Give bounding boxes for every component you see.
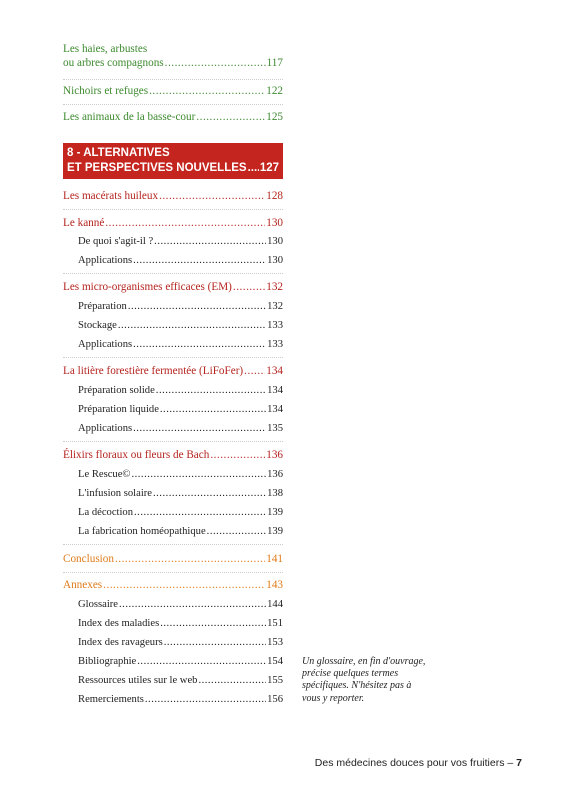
toc-entry-label: Le Rescue© [78, 469, 131, 480]
toc-entry-label: Stockage [78, 320, 117, 331]
toc-entry-page: 132 [266, 281, 283, 293]
toc-subentry[interactable] [78, 254, 283, 268]
toc-subentry[interactable] [78, 693, 283, 707]
toc-entry-label: La décoction [78, 507, 134, 518]
toc-entry-label: Applications [78, 339, 133, 350]
leader-dots [164, 636, 266, 650]
toc-entry-label: Glossaire [78, 599, 119, 610]
leader-dots [248, 161, 259, 176]
toc-entry-label: De quoi s'agit-il ? [78, 236, 154, 247]
toc-entry-page: 139 [267, 526, 283, 537]
toc-entry-page: 136 [266, 449, 283, 461]
toc-entry-page: 139 [267, 507, 283, 518]
toc-entry-label: Index des ravageurs [78, 637, 163, 648]
leader-dots [128, 300, 266, 314]
leader-dots [156, 384, 266, 398]
toc-entry-page: 134 [266, 365, 283, 377]
toc-entry-page: 155 [267, 675, 283, 686]
leader-dots [160, 617, 266, 631]
toc-subentry[interactable] [78, 525, 283, 539]
chapter-page: 127 [259, 162, 279, 174]
toc-entry-label: ou arbres compagnons [63, 57, 164, 69]
leader-dots [154, 235, 266, 249]
leader-dots [137, 655, 266, 669]
leader-dots [196, 110, 265, 124]
toc-entry-em[interactable] [63, 280, 283, 294]
page-footer [300, 757, 522, 769]
leader-dots [133, 254, 266, 268]
toc-entry-lifofer[interactable] [63, 364, 283, 378]
leader-dots [198, 674, 266, 688]
toc-entry-label: Les macérats huileux [63, 190, 159, 202]
toc-subentry[interactable] [78, 468, 283, 482]
toc-entry-label: Les micro-organismes efficaces (EM) [63, 281, 232, 293]
toc-subentry[interactable] [78, 655, 283, 669]
toc-entry-page: 141 [266, 553, 283, 565]
page-number: 7 [516, 757, 522, 769]
toc-entry-page: 135 [267, 423, 283, 434]
divider [63, 79, 283, 80]
toc-entry-label: Index des maladies [78, 618, 160, 629]
divider [63, 104, 283, 105]
toc-entry-label: Préparation liquide [78, 404, 159, 415]
leader-dots [160, 403, 266, 417]
leader-dots [233, 280, 265, 294]
divider [63, 273, 283, 274]
divider [63, 572, 283, 573]
toc-entry-page: 136 [267, 469, 283, 480]
toc-entry-label: Remerciements [78, 694, 144, 705]
leader-dots [105, 216, 265, 230]
toc-entry-page: 138 [267, 488, 283, 499]
toc-entry-page: 125 [266, 111, 283, 123]
toc-subentry[interactable] [78, 300, 283, 314]
toc-entry-page: 154 [267, 656, 283, 667]
toc-entry-label: La litière forestière fermentée (LiFoFer) [63, 365, 244, 377]
chapter-title: ET PERSPECTIVES NOUVELLES [67, 162, 247, 174]
toc-subentry[interactable] [78, 403, 283, 417]
toc-entry-page: 143 [266, 579, 283, 591]
toc-entry-page: 117 [266, 57, 283, 69]
toc-entry-haies[interactable] [63, 42, 283, 70]
toc-entry-label: Applications [78, 423, 133, 434]
toc-entry-label: Le kanné [63, 217, 105, 229]
toc-entry-page: 130 [266, 217, 283, 229]
toc-entry-page: 133 [267, 339, 283, 350]
leader-dots [153, 487, 266, 501]
leader-dots [133, 338, 266, 352]
toc-entry-kanne[interactable] [63, 216, 283, 230]
toc-entry-page: 133 [267, 320, 283, 331]
leader-dots [131, 468, 266, 482]
toc-subentry[interactable] [78, 338, 283, 352]
toc-subentry[interactable] [78, 422, 283, 436]
divider [63, 209, 283, 210]
toc-entry-label: La fabrication homéopathique [78, 526, 206, 537]
toc-entry-label: Annexes [63, 579, 103, 591]
divider [63, 544, 283, 545]
toc-entry-label: Élixirs floraux ou fleurs de Bach [63, 449, 210, 461]
toc-entry-page: 132 [267, 301, 283, 312]
toc-subentry[interactable] [78, 636, 283, 650]
toc-entry-page: 128 [266, 190, 283, 202]
toc-entry-macerats[interactable] [63, 189, 283, 203]
toc-entry-label: Nichoirs et refuges [63, 85, 149, 97]
toc-entry-label: Conclusion [63, 553, 114, 565]
toc-entry-page: 130 [267, 236, 283, 247]
toc-entry-page: 130 [267, 255, 283, 266]
leader-dots [159, 189, 265, 203]
toc-entry-label: Bibliographie [78, 656, 137, 667]
leader-dots [244, 364, 265, 378]
toc-entry-nichoirs[interactable] [63, 84, 283, 98]
toc-entry-label: L'infusion solaire [78, 488, 152, 499]
toc-entry-page: 122 [266, 85, 283, 97]
footer-separator: – [507, 757, 514, 769]
toc-entry-label: Préparation solide [78, 385, 155, 396]
leader-dots [210, 448, 265, 462]
chapter-title: 8 - ALTERNATIVES [67, 147, 170, 159]
toc-entry-page: 151 [267, 618, 283, 629]
leader-dots [118, 319, 266, 333]
toc-entry-page: 156 [267, 694, 283, 705]
leader-dots [207, 525, 266, 539]
leader-dots [165, 56, 266, 70]
toc-entry-label: Ressources utiles sur le web [78, 675, 198, 686]
leader-dots [119, 598, 266, 612]
toc-entry-page: 134 [267, 385, 283, 396]
toc-entry-page: 134 [267, 404, 283, 415]
leader-dots [133, 422, 266, 436]
toc-entry-elixirs[interactable] [63, 448, 283, 462]
toc-entry-label: Préparation [78, 301, 127, 312]
toc-entry-label: Applications [78, 255, 133, 266]
toc-subentry[interactable] [78, 674, 283, 688]
leader-dots [103, 578, 265, 592]
toc-entry-animaux[interactable] [63, 110, 283, 124]
divider [63, 357, 283, 358]
leader-dots [145, 693, 266, 707]
toc-entry-label: Les haies, arbustes [63, 43, 148, 55]
divider [63, 441, 283, 442]
toc-subentry[interactable] [78, 598, 283, 612]
toc-subentry[interactable] [78, 506, 283, 520]
toc-subentry[interactable] [78, 235, 283, 249]
footer-title: Des médecines douces pour vos fruitiers [314, 757, 505, 769]
toc-entry-label: Les animaux de la basse-cour [63, 111, 196, 123]
toc-entry-conclusion[interactable] [63, 552, 283, 566]
toc-subentry[interactable] [78, 487, 283, 501]
leader-dots [115, 552, 265, 566]
toc-subentry[interactable] [78, 617, 283, 631]
toc-entry-annexes[interactable] [63, 578, 283, 592]
leader-dots [134, 506, 266, 520]
leader-dots [149, 84, 265, 98]
toc-entry-page: 153 [267, 637, 283, 648]
glossary-note: Un glossaire, en fin d'ouvrage, précise quelques termes spécifiques. N'hésitez pas à vous y reporter. [302, 656, 426, 704]
chapter-banner[interactable] [63, 143, 283, 179]
toc-entry-page: 144 [267, 599, 283, 610]
toc-subentry[interactable] [78, 384, 283, 398]
toc-subentry[interactable] [78, 319, 283, 333]
